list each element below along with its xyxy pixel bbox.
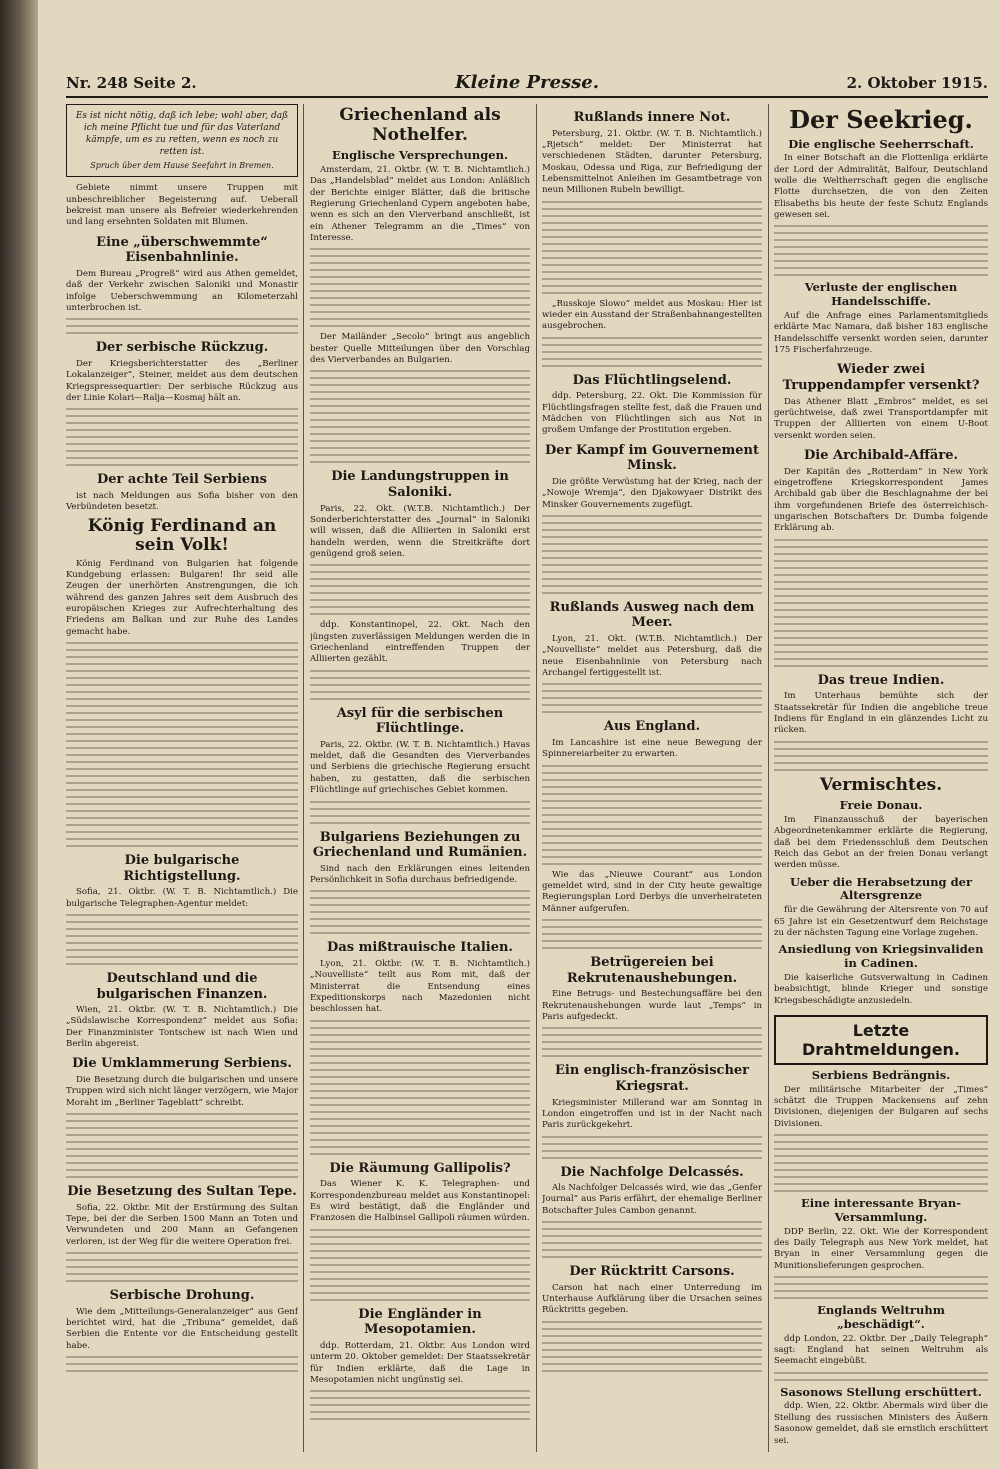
subheadline-versprechungen: Englische Versprechungen. xyxy=(331,148,508,163)
text-lines xyxy=(66,1252,298,1282)
headline-seekrieg: Der Seekrieg. xyxy=(789,105,973,134)
headline-innere-not: Rußlands innere Not. xyxy=(573,110,731,125)
text-lines xyxy=(774,741,988,771)
text-lines xyxy=(542,515,762,594)
text-lines xyxy=(310,564,530,615)
headline-drohung: Serbische Drohung. xyxy=(109,1288,255,1304)
text-lines xyxy=(66,1113,298,1178)
article-text: Im Unterhaus bemühte sich der Staatssekretär für Indien die angebliche treue Indiens für England in ein glänzendes Licht zu rücken. xyxy=(774,691,988,736)
headline-rueckzug: Der serbische Rückzug. xyxy=(95,340,269,356)
article-text: Lyon, 21. Oktbr. (W. T. B. Nichtamtlich.) „Nouvelliste“ teilt aus Rom mit, daß der Ministerrat die Entsendung eines Expeditionskorps nach Mazedonien nicht beschlossen hat. xyxy=(310,958,530,1015)
text-lines xyxy=(774,1134,988,1192)
column-1 xyxy=(66,104,298,1452)
text-lines xyxy=(310,890,530,934)
article-text: Wien, 21. Oktbr. (W. T. B. Nichtamtlich.) Die „Südslawische Korrespondenz“ meldet aus Sofia: Der Finanzminister Tontschew ist nach Wien und Berlin abgereist. xyxy=(66,1005,298,1050)
subheadline-seeherrschaft: Die englische Seeherrschaft. xyxy=(788,136,974,151)
article-text: Sind nach den Erklärungen eines leitenden Persönlichkeit in Sofia durchaus befriedigende. xyxy=(310,863,530,886)
headline-asyl: Asyl für die serbischen Flüchtlinge. xyxy=(336,705,504,737)
newspaper-page xyxy=(38,0,1000,1469)
article-text: Im Finanzausschuß der bayerischen Abgeordnetenkammer erklärte die Regierung, daß bei dem Friedensschluß dem Deutschen Reich das Gebot an der freien Donau verlangt werden müsse. xyxy=(774,814,988,871)
text-lines xyxy=(66,914,298,965)
text-lines xyxy=(310,801,530,824)
text-lines xyxy=(310,1390,530,1420)
text-lines xyxy=(542,1136,762,1159)
headline-delcasse: Die Nachfolge Delcassés. xyxy=(560,1164,744,1180)
article-text: Die Besetzung durch die bulgarischen und unsere Truppen wird sich nicht länger verzögern, wie Major Moraht im „Berliner Tageblatt“ schreibt. xyxy=(66,1075,298,1108)
article-text: Der Kriegsberichterstatter des „Berliner Lokalanzeiger“, Steiner, meldet aus dem deutschen Kriegspressequartier: Der serbische Rückzug aus der Linie Kolari—Ralja—Kosmaj hält an. xyxy=(66,358,298,403)
headline-kriegsrat: Ein englisch-französischer Kriegsrat. xyxy=(554,1063,750,1094)
article-text: Gebiete nimmt unsere Truppen mit unbeschreiblicher Begeisterung auf. Ueberall bekreist man unsere als Befreier wiederkehrenden und lang ersehnten Soldaten mit Blumen. xyxy=(66,183,298,228)
article-text: Eine Betrugs- und Bestechungsaffäre bei den Rekrutenaushebungen wurde laut „Temps“ in Paris aufgedeckt. xyxy=(542,989,762,1022)
text-lines xyxy=(542,201,762,294)
text-lines xyxy=(542,1221,762,1258)
headline-finanzen: Deutschland und die bulgarischen Finanzen. xyxy=(96,970,268,1002)
text-lines xyxy=(310,1020,530,1155)
article-text: Als Nachfolger Delcassés wird, wie das „Genfer Journal“ aus Paris erfährt, der ehemalige Berliner Botschafter Jules Cambon genannt. xyxy=(542,1183,762,1216)
column-3 xyxy=(542,104,762,1452)
article-text: Wie das „Nieuwe Courant“ aus London gemeldet wird, sind in der City heute gewaltige Regierungsplan Lord Derbys die unverheirateten Männer aufgerufen. xyxy=(542,869,762,914)
text-lines xyxy=(542,765,762,865)
article-text: ddp. Petersburg, 22. Okt. Die Kommission für Flüchtlingsfragen stellte fest, daß die Frauen und Mädchen von Flüchtlingen sich aus Not in großem Umfange der Prostitution ergeben. xyxy=(542,391,762,436)
headline-indien: Das treue Indien. xyxy=(817,672,945,688)
article-text: Die größte Verwüstung hat der Krieg, nach der „Nowoje Wremja“, den Djakowyaer Distrikt des Minsker Gouvernements zugefügt. xyxy=(542,476,762,510)
article-text: Der militärische Mitarbeiter der „Times“ schätzt die Truppen Mackensens auf zehn Divisionen, diejenigen der Bulgaren auf sechs Divisionen. xyxy=(774,1084,988,1129)
article-text: Die kaiserliche Gutsverwaltung in Cadinen beabsichtigt, blinde Krieger und sonstige Kriegsbeschädigte anzusiedeln. xyxy=(774,972,988,1006)
headline-sultan-tepe: Die Besetzung des Sultan Tepe. xyxy=(67,1184,297,1200)
article-text: ddp London, 22. Oktbr. Der „Daily Telegraph“ sagt: England hat seinen Weltruhm als Seemacht eingebüßt. xyxy=(774,1333,988,1367)
text-lines xyxy=(542,683,762,713)
text-lines xyxy=(310,1229,530,1301)
motto-text: Es ist nicht nötig, daß ich lebe; wohl aber, daß ich meine Pflicht tue und für das Vaterland kämpfe, um es zu retten, wenn es noch zu retten ist. xyxy=(75,111,289,158)
subheadline-altersgrenze: Ueber die Herabsetzung der Altersgrenze xyxy=(789,874,973,903)
column-4 xyxy=(774,104,988,1452)
masthead xyxy=(66,70,988,98)
text-lines xyxy=(774,225,988,276)
headline-nothelfer: Griechenland als Nothelfer. xyxy=(339,105,501,145)
issue-number: Nr. 248 Seite 2. xyxy=(66,74,197,92)
text-lines xyxy=(66,642,298,847)
article-text: Amsterdam, 21. Oktbr. (W. T. B. Nichtamtlich.) Das „Handelsblad“ meldet aus London: Anläßlich der Berichte einiger Blätter, daß die britische Regierung Griechenland Cypern angeboten habe, wenn es sich an den Vierverband anschließt, ist ein Athener Telegramm an die „Times“ von Interesse. xyxy=(310,164,530,243)
subheadline-handelsschiffe: Verluste der englischen Handelsschiffe. xyxy=(804,280,958,309)
column-rule xyxy=(536,104,537,1452)
text-lines xyxy=(66,318,298,334)
headline-truppendampfer: Wieder zwei Truppendampfer versenkt? xyxy=(782,362,980,394)
book-spine xyxy=(0,0,38,1469)
text-lines xyxy=(542,919,762,949)
letzte-drahtmeldungen-box: Letzte Drahtmeldungen. xyxy=(774,1015,988,1065)
article-text: Auf die Anfrage eines Parlamentsmitglieds erklärte Mac Namara, daß bisher 183 englische Handelsschiffe versenkt worden seien, darunter 175 Fischerfahrzeuge. xyxy=(774,311,988,356)
article-text: Lyon, 21. Okt. (W.T.B. Nichtamtlich.) Der „Nouvelliste“ meldet aus Petersburg, daß die neue Eisenbahnlinie von Petersburg nach Archangel fertiggestellt ist. xyxy=(542,634,762,679)
headline-gallipoli: Die Räumung Gallipolis? xyxy=(329,1160,511,1176)
column-2 xyxy=(310,104,530,1452)
headline-fluechtlingselend: Das Flüchtlingselend. xyxy=(572,372,732,388)
column-rule xyxy=(768,104,769,1452)
article-text: „Russkoje Slowo“ meldet aus Moskau: Hier ist wieder ein Ausstand der Straßenbahnangestellten ausgebrochen. xyxy=(542,298,762,332)
headline-minsk: Der Kampf im Gouvernement Minsk. xyxy=(545,442,759,474)
headline-achte-teil: Der achte Teil Serbiens xyxy=(97,472,267,488)
article-text: Im Lancashire ist eine neue Bewegung der Spinnereiarbeiter zu erwarten. xyxy=(542,738,762,760)
text-lines xyxy=(774,539,988,667)
subheadline-cadinen: Ansiedlung von Kriegsinvaliden in Cadinen. xyxy=(778,942,984,971)
text-lines xyxy=(542,1027,762,1057)
headline-vermischtes: Vermischtes. xyxy=(819,774,943,795)
article-text: Das Wiener K. K. Telegraphen- und Korrespondenzbureau meldet aus Konstantinopel: Es wird bestätigt, daß die Engländer und Franzosen die Halbinsel Gallipoli räumen würden. xyxy=(310,1179,530,1224)
article-text: ist nach Meldungen aus Sofia bisher von den Verbündeten besetzt. xyxy=(66,490,298,513)
article-text: Der Kapitän des „Rotterdam“ in New York eingetroffene Kriegskorrespondent James Archibald gab über die Beschlagnahme der bei ihm vorgefundenen Briefe des österreichisch-ungarischen Botschafters Dr. Dumba folgende Erklärung ab. xyxy=(774,466,988,534)
headline-ausweg-meer: Rußlands Ausweg nach dem Meer. xyxy=(549,599,755,631)
subheadline-sasonow: Sasonows Stellung erschüttert. xyxy=(780,1384,982,1399)
article-text: Petersburg, 21. Oktbr. (W. T. B. Nichtamtlich.) „Rjetsch“ meldet: Der Ministerrat hat verschiedenen Städten, darunter Petersburg, Moskau, Odessa und Riga, zur Befriedigung der Lebensmittelnot Anleihen im Gesamtbetrage von neun Millionen Rubeln bewilligt. xyxy=(542,128,762,196)
text-lines xyxy=(774,1372,988,1381)
issue-date: 2. Oktober 1915. xyxy=(846,74,988,92)
motto-source: Spruch über dem Hause Seefahrt in Bremen. xyxy=(90,160,274,170)
text-lines xyxy=(66,1356,298,1372)
text-lines xyxy=(310,248,530,327)
subheadline-bryan: Eine interessante Bryan-Versammlung. xyxy=(801,1196,961,1224)
headline-richtigstellung: Die bulgarische Richtigstellung. xyxy=(123,853,241,884)
text-lines xyxy=(542,337,762,367)
headline-italien: Das mißtrauische Italien. xyxy=(327,940,513,956)
subheadline-weltruhm: Englands Weltruhm „beschädigt“. xyxy=(817,1303,945,1331)
text-lines xyxy=(542,1321,762,1372)
headline-aus-england: Aus England. xyxy=(603,719,701,735)
headline-carson: Der Rücktritt Carsons. xyxy=(569,1264,735,1280)
article-text: ddp. Wien, 22. Oktbr. Abermals wird über die Stellung des russischen Ministers des Äußern Sasonow gemeldet, daß sie ernstlich erschüttert sei. xyxy=(774,1401,988,1446)
article-text: Der Mailänder „Secolo“ bringt aus angeblich bester Quelle Mitteilungen über den Vorschlag des Vierverbandes an Bulgarien. xyxy=(310,332,530,365)
headline-betruegereien: Betrügereien bei Rekrutenaushebungen. xyxy=(566,955,738,986)
subheadline-bedraengnis: Serbiens Bedrängnis. xyxy=(811,1067,951,1082)
headline-archibald: Die Archibald-Affäre. xyxy=(803,447,958,463)
motto-box xyxy=(66,104,298,177)
text-lines xyxy=(774,1276,988,1299)
article-text: Sofia, 21. Oktbr. (W. T. B. Nichtamtlich.) Die bulgarische Telegraphen-Agentur meldet: xyxy=(66,887,298,909)
column-rule xyxy=(303,104,304,1452)
article-text: König Ferdinand von Bulgarien hat folgende Kundgebung erlassen: Bulgaren! Ihr seid alle Zeugen der unerhörten Anstrengungen, die ich während des ganzen Jahres seit dem Ausbruch des europäischen Krieges zur Aufrechterhaltung des Friedens am Balkan und zur Ruhe des Landes gemacht habe. xyxy=(66,558,298,637)
headline-umklammerung: Die Umklammerung Serbiens. xyxy=(72,1056,292,1072)
article-text: Das Athener Blatt „Embros“ meldet, es sei gerüchtweise, daß zwei Transportdampfer mit Truppen der Alliierten von einem U-Boot versenkt worden seien. xyxy=(774,396,988,441)
article-text: Carson hat nach einer Unterredung im Unterhause Aufklärung über die Ursachen seines Rücktritts gegeben. xyxy=(542,1282,762,1316)
text-lines xyxy=(310,370,530,463)
article-text: ddp. Rotterdam, 21. Oktbr. Aus London wird unterm 20. Oktober gemeldet: Der Staatssekretär für Indien erklärte, daß die Lage in Mesopotamien nicht ungünstig sei. xyxy=(310,1340,530,1385)
headline-landungstruppen: Die Landungstruppen in Saloniki. xyxy=(331,469,509,500)
headline-mesopotamien: Die Engländer in Mesopotamien. xyxy=(358,1306,482,1338)
article-text: Paris, 22. Oktbr. (W. T. B. Nichtamtlich.) Havas meldet, daß die Gesandten des Vierverbandes und Serbiens die griechische Regierung ersucht haben, zu gestatten, daß die serbischen Flüchtlinge auf griechisches Gebiet kommen. xyxy=(310,739,530,796)
article-text: für die Gewährung der Altersrente von 70 auf 65 Jahre ist ein Gesetzentwurf dem Reichstage zu der nächsten Tagung eine Vorlage zugehen. xyxy=(774,905,988,938)
article-text: Sofia, 22. Oktbr. Mit der Erstürmung des Sultan Tepe, bei der die Serben 1500 Mann an Toten und Verwundeten und 200 Mann an Gefangenen verloren, ist der Weg für die weitere Operation frei. xyxy=(66,1202,298,1247)
text-lines xyxy=(310,670,530,700)
article-text: Dem Bureau „Progreß“ wird aus Athen gemeldet, daß der Verkehr zwischen Saloniki und Monastir infolge Ueberschwemmung an Kilometerzahl unterbrochen ist. xyxy=(66,268,298,313)
subheadline-freie-donau: Freie Donau. xyxy=(839,798,923,813)
headline-bulgarien-beziehungen: Bulgariens Beziehungen zu Griechenland und Rumänien. xyxy=(312,829,528,861)
article-text: In einer Botschaft an die Flottenliga erklärte der Lord der Admiralität, Balfour, Deutschland wolle die Weltherrschaft gegen die englische Flotte durchsetzen, die von den Zeiten Elisabeths bis heute der feste Schutz Englands gewesen sei. xyxy=(774,153,988,221)
article-text: DDP Berlin, 22. Okt. Wie der Korrespondent des Daily Telegraph aus New York meldet, hat Bryan in einer Versammlung gegen die Munitionslieferungen gesprochen. xyxy=(774,1226,988,1271)
article-text: Paris, 22. Okt. (W.T.B. Nichtamtlich.) Der Sonderberichterstatter des „Journal“ in Saloniki will wissen, daß die Alliierten in Saloniki erst handeln werden, wenn die Streitkräfte dort genügend groß seien. xyxy=(310,503,530,559)
text-lines xyxy=(66,408,298,466)
headline-eisenbahn: Eine „überschwemmte“ Eisenbahnlinie. xyxy=(96,234,268,266)
article-text: Kriegsminister Millerand war am Sonntag in London eingetroffen und ist in der Nacht nach Paris zurückgekehrt. xyxy=(542,1097,762,1131)
paper-title: Kleine Presse. xyxy=(454,72,600,93)
headline-koenig-ferdinand: König Ferdinand an sein Volk! xyxy=(87,515,277,556)
article-text: ddp. Konstantinopel, 22. Okt. Nach den jüngsten zuverlässigen Meldungen werden die in Griechenland eintreffenden Truppen der Alliierten gezählt. xyxy=(310,620,530,665)
article-text: Wie dem „Mitteilungs-Generalanzeiger“ aus Genf berichtet wird, hat die „Tribuna“ gemeldet, daß Serbien die Entente vor die Entscheidung gestellt habe. xyxy=(66,1306,298,1351)
